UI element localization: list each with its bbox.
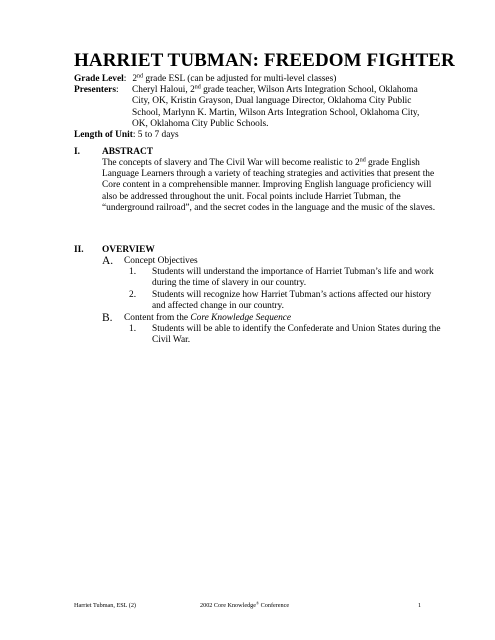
length-of-unit-row: [74, 130, 434, 141]
list-item: Students will be able to identify the Confederate and Union States during the Civil War.: [152, 324, 441, 346]
overview-b-text-start: Content from the: [124, 313, 191, 323]
length-of-unit-value: : 5 to 7 days: [132, 130, 179, 141]
grade-level-label: Grade Level: [74, 74, 124, 84]
grade-level-superscript: nd: [137, 73, 144, 80]
abstract-text-rest: grade English Language Learners through a variety of teaching strategies and activities that present the Core content in a comprehensible manner. Improving English language proficiency will also be addressed throughout the unit. Focal points include Harriet Tubman, the “underground railroad”, and the secret codes in the language and the music of the slaves.: [102, 158, 436, 213]
abstract-text-start: The concepts of slavery and The Civil War will become realistic to 2: [102, 158, 360, 168]
grade-level-colon: :: [123, 74, 127, 84]
page-title: HARRIET TUBMAN: FREEDOM FIGHTER: [74, 50, 455, 71]
unit-metadata: [74, 74, 434, 141]
list-item-number: 1.: [129, 267, 137, 277]
footer-left: Harriet Tubman, ESL (2): [74, 602, 136, 609]
list-item-number: 2.: [129, 290, 137, 300]
presenters-text: [132, 85, 434, 130]
overview-b-text: [124, 313, 291, 324]
length-of-unit-label: Length of Unit: [74, 130, 133, 141]
page-number: 1: [418, 602, 422, 609]
presenters-text-rest: grade teacher, Wilson Arts Integration School, Oklahoma City, OK, Kristin Grayson, Dual language Director, Oklahoma City Public School, Marlynn K. Martin, Wilson Arts Integration School, Oklahoma City, OK, Oklahoma City Public Schools.: [132, 85, 420, 129]
presenters-superscript: nd: [194, 84, 201, 91]
footer-center-end: Conference: [259, 602, 290, 609]
list-item-number: 1.: [129, 324, 137, 334]
footer-center-start: 2002 Core Knowledge: [200, 602, 257, 609]
overview-heading: OVERVIEW: [102, 245, 155, 255]
grade-level-row: [74, 74, 434, 85]
abstract-body: [102, 158, 442, 214]
overview-a-text: Concept Objectives: [124, 256, 198, 266]
footer-registered-mark: ®: [256, 600, 260, 606]
abstract-heading: ABSTRACT: [102, 147, 154, 157]
overview-a-letter: A.: [102, 255, 114, 267]
grade-level-number: 2: [132, 74, 138, 84]
overview-b-text-italic: Core Knowledge Sequence: [190, 313, 292, 323]
presenters-text-start: Cheryl Haloui, 2: [132, 85, 195, 96]
presenters-row: [74, 85, 434, 130]
abstract-section: [74, 147, 454, 237]
overview-number: II.: [74, 245, 84, 255]
footer-center: [200, 602, 289, 610]
presenters-colon: :: [116, 85, 119, 96]
abstract-superscript: nd: [359, 157, 366, 164]
overview-section: [74, 245, 454, 355]
overview-b-letter: B.: [102, 312, 113, 324]
list-item: Students will recognize how Harriet Tubman’s actions affected our history and affected change in our country.: [152, 290, 432, 312]
presenters-label: Presenters: [74, 85, 116, 96]
abstract-number: I.: [74, 147, 80, 157]
grade-level-value: grade ESL (can be adjusted for multi-level classes): [143, 74, 337, 84]
list-item: Students will understand the importance of Harriet Tubman’s life and work during the time of slavery in our country.: [152, 267, 434, 289]
